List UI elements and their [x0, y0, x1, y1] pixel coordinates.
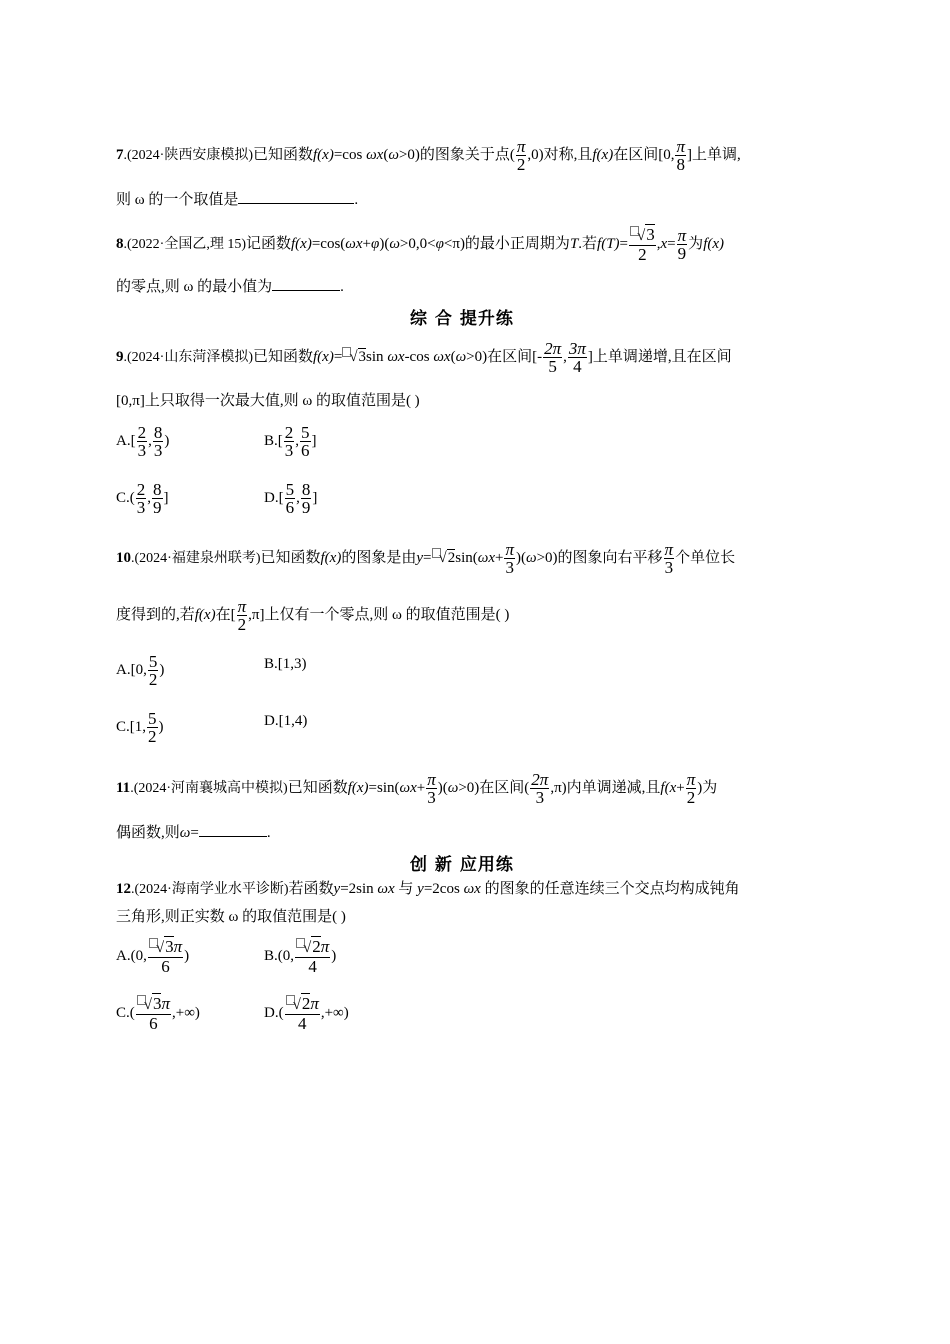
q8-line1: 8.(2022·全国乙,理 15)记函数f(x)=cos(ωx+φ)(ω>0,0<φ<π)的最小正周期为T.若f(T)= $\frac{√3}{2}$ ,x= $\frac{\pi}{9}$ 为f(x): [116, 225, 725, 264]
q11-fraction-1: $\frac{\pi}{3}$: [427, 770, 436, 807]
q10-option-a[interactable]: A.[0, $\frac{5}{2}$ ): [116, 652, 165, 689]
section-heading-comprehensive: 综 合 提升练: [410, 309, 514, 329]
q7-w: ω: [388, 146, 399, 163]
q12-option-a[interactable]: A.(0, $\frac{√3\pi}{6}$ ): [116, 937, 190, 976]
q7-source: .(2024·陕西安康模拟): [123, 147, 253, 163]
q12-line2: 三角形,则正实数 ω 的取值范围是( ): [116, 909, 346, 925]
q12-source: .(2024·海南学业水平诊断): [131, 882, 289, 897]
q8-number: 8: [116, 235, 124, 252]
q7-text: >0)的图象关于点(: [398, 146, 515, 163]
q10-option-b[interactable]: B.[1,3): [264, 656, 307, 672]
q9-line2: [0,π]上只取得一次最大值,则 ω 的取值范围是( ): [116, 393, 420, 409]
q11-fraction-3: $\frac{\pi}{2}$: [686, 770, 696, 807]
sqrt-symbol: √3: [149, 938, 174, 957]
q7-wx: ωx: [366, 146, 384, 163]
q7-fraction-1: $\frac{\pi}{2}$: [516, 137, 526, 174]
sqrt-symbol: √3: [630, 226, 655, 245]
q9-number: 9: [116, 348, 124, 365]
sqrt-symbol: √2: [296, 938, 321, 957]
sqrt-symbol: √3: [137, 995, 162, 1014]
q9-option-a[interactable]: A.[ $\frac{2}{3}$ , $\frac{8}{3}$ ): [116, 423, 170, 460]
answer-blank[interactable]: [238, 189, 354, 204]
answer-blank[interactable]: [199, 822, 267, 837]
answer-blank[interactable]: [272, 276, 340, 291]
q10-fraction-1: $\frac{\pi}{3}$: [505, 540, 514, 577]
q8-source: .(2022·全国乙,理 15): [123, 236, 246, 252]
q7-text: (: [383, 146, 389, 163]
q12-number: 12: [116, 881, 131, 897]
q10-fraction-2: $\frac{\pi}{3}$: [664, 540, 674, 577]
q9-option-b[interactable]: B.[ $\frac{2}{3}$ , $\frac{5}{6}$ ]: [264, 423, 317, 460]
q9-option-c[interactable]: C.( $\frac{2}{3}$ , $\frac{8}{9}$ ]: [116, 480, 169, 517]
q11-line2: 偶函数,则ω= .: [116, 822, 271, 843]
q7-fraction-2: $\frac{\pi}{8}$: [676, 137, 685, 174]
q11-number: 11: [116, 779, 131, 796]
q7-line2: 则 ω 的一个取值是 .: [116, 189, 358, 210]
q7-text: ]上单调,: [687, 146, 741, 163]
q12-option-b[interactable]: B.(0, $\frac{√2\pi}{4}$ ): [264, 937, 337, 976]
q11-source: .(2024·河南襄城高中模拟): [130, 780, 288, 796]
q7-text: ,0)对称,且: [527, 146, 593, 163]
sqrt-symbol: √2: [286, 995, 311, 1014]
q7-text: =cos: [333, 146, 363, 163]
q8-line2: 的零点,则 ω 的最小值为 .: [116, 276, 344, 297]
q9-fraction-1: $\frac{2\pi}{5}$: [544, 339, 562, 376]
q10-line1: 10.(2024·福建泉州联考)已知函数f(x)的图象是由y= √2sin(ωx+ $\frac{\pi}{3}$ )(ω>0)的图象向右平移 $\frac{\pi}{3}$ 个单位长: [116, 540, 736, 577]
q11-line1: 11.(2024·河南襄城高中模拟)已知函数f(x)=sin(ωx+ $\frac{\pi}{3}$ )(ω>0)在区间( $\frac{2\pi}{3}$ ,π)内单调递减,且f(x+ $\frac{\pi}{2}$ )为: [116, 770, 718, 807]
q9-fraction-2: $\frac{3\pi}{4}$: [568, 339, 586, 376]
q10-number: 10: [116, 549, 131, 566]
q7-text: 已知函数: [253, 146, 314, 163]
q7-fx: f(x): [313, 146, 334, 163]
q10-option-d[interactable]: D.[1,4): [264, 713, 308, 729]
q9-option-d[interactable]: D.[ $\frac{5}{6}$ , $\frac{8}{9}$ ]: [264, 480, 318, 517]
q12-option-d[interactable]: D.( $\frac{√2\pi}{4}$ ,+∞): [264, 994, 349, 1033]
q12-line1: 12.(2024·海南学业水平诊断)若函数y=2sin ωx 与 y=2cos ωx 的图象的任意连续三个交点均构成钝角: [116, 881, 740, 897]
q7-fx: f(x): [592, 146, 614, 163]
q10-source: .(2024·福建泉州联考): [131, 550, 261, 566]
q9-line1: 9.(2024·山东菏泽模拟)已知函数f(x)= √3sin ωx-cos ωx(ω>0)在区间[- $\frac{2\pi}{5}$ , $\frac{3\pi}{4}$ ]上单调递增,且在区间: [116, 339, 732, 376]
sqrt-symbol: √2: [432, 548, 456, 568]
q7-line1: [116, 138, 741, 173]
q7-number: 7: [116, 146, 124, 163]
q9-source: .(2024·山东菏泽模拟): [123, 349, 253, 365]
q12-option-c[interactable]: C.( $\frac{√3\pi}{6}$ ,+∞): [116, 994, 200, 1033]
q10-line2: 度得到的,若f(x)在[ $\frac{\pi}{2}$ ,π]上仅有一个零点,则 ω 的取值范围是( ): [116, 597, 510, 634]
sqrt-symbol: √3: [342, 347, 366, 367]
section-heading-innovation: 创 新 应用练: [410, 855, 514, 875]
q11-fraction-2: $\frac{2\pi}{3}$: [531, 770, 549, 807]
q8-fraction-2: $\frac{\pi}{9}$: [677, 226, 687, 263]
q10-fraction-3: $\frac{\pi}{2}$: [237, 597, 247, 634]
q8-fraction-1: $\frac{√3}{2}$: [629, 226, 656, 263]
q7-text: 则 ω 的一个取值是: [116, 192, 239, 208]
q7-text: 在区间[0,: [613, 146, 675, 163]
q10-option-c[interactable]: C.[1, $\frac{5}{2}$ ): [116, 709, 164, 746]
